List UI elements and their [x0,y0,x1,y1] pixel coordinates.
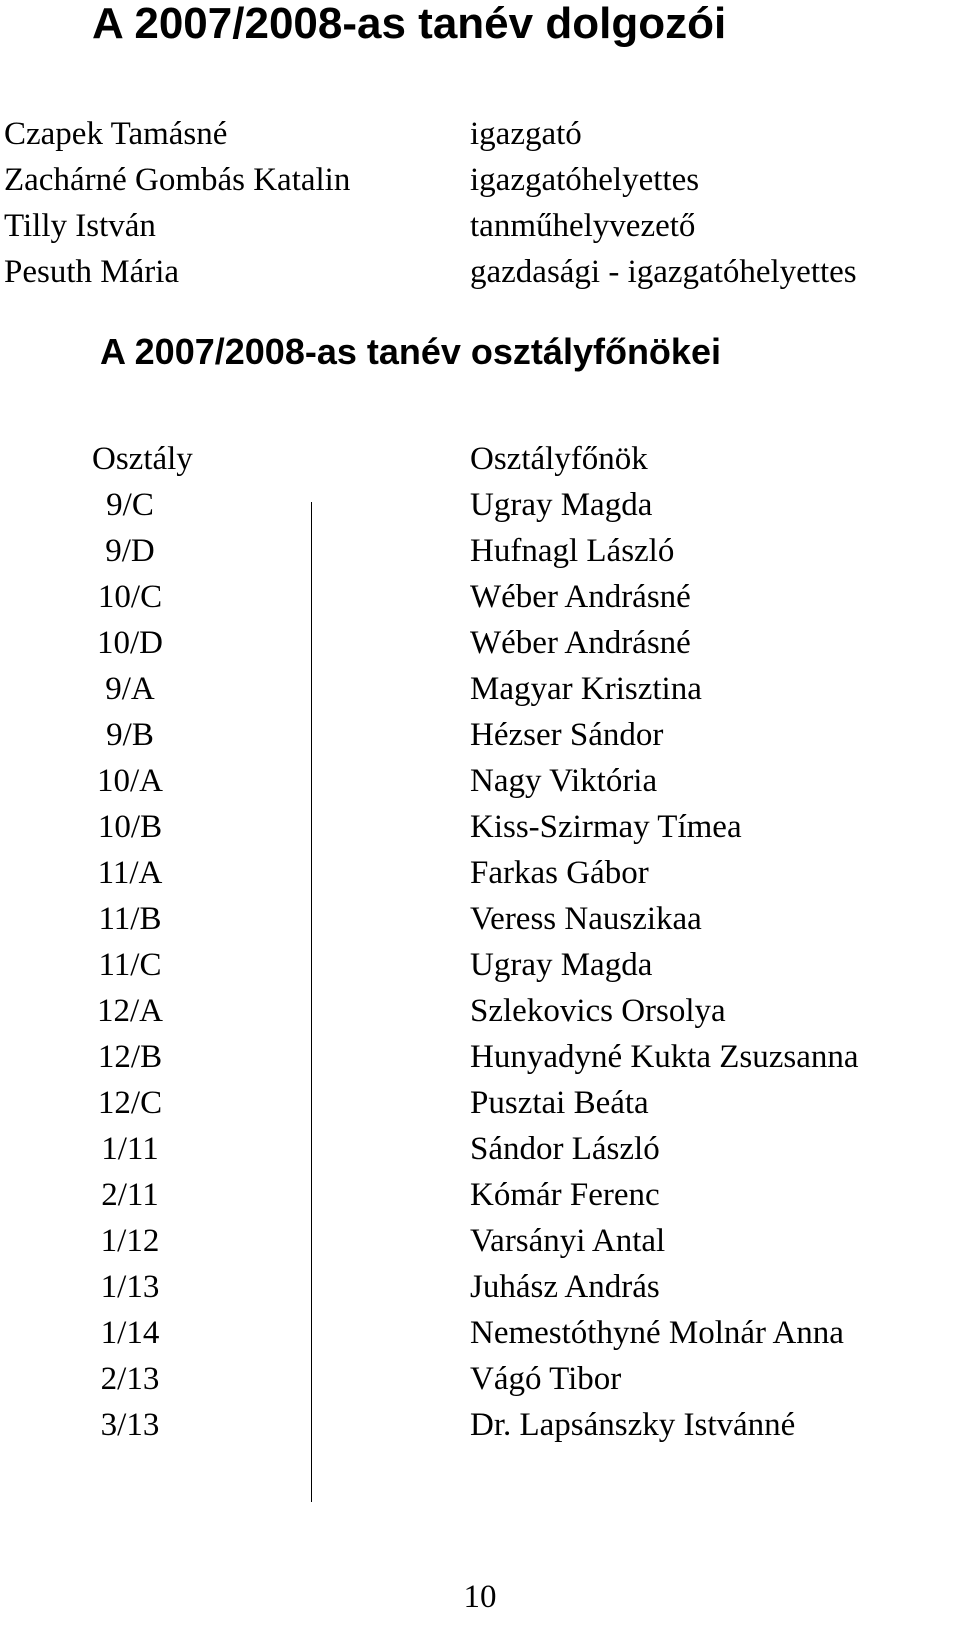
table-row [0,942,960,988]
table-row [0,620,960,666]
table-row [0,1172,960,1218]
teacher-cell: Vágó Tibor [470,1361,622,1397]
table-row [0,1034,960,1080]
table-header [0,436,960,482]
class-cell: 1/11 [101,1131,159,1167]
class-cell: 10/D [97,625,163,661]
staff-name: Czapek Tamásné [4,116,228,152]
teacher-cell: Sándor László [470,1131,660,1167]
class-cell: 11/B [98,901,162,937]
staff-role: tanműhelyvezető [470,208,696,244]
table-row [0,850,960,896]
teacher-cell: Pusztai Beáta [470,1085,649,1121]
class-cell: 12/B [97,1039,163,1075]
teacher-cell: Nagy Viktória [470,763,658,799]
staff-role: gazdasági - igazgatóhelyettes [470,254,857,290]
teacher-cell: Veress Nauszikaa [470,901,702,937]
table-row [0,666,960,712]
teacher-cell: Varsányi Antal [470,1223,666,1259]
teacher-cell: Hufnagl László [470,533,675,569]
teacher-cell: Wéber Andrásné [470,579,691,615]
teacher-cell: Kómár Ferenc [470,1177,660,1213]
table-row [0,988,960,1034]
page-number: 10 [463,1579,497,1615]
table-row [0,528,960,574]
section-title: A 2007/2008-as tanév osztályfőnökei [100,331,721,372]
table-row [0,758,960,804]
staff-name: Zachárné Gombás Katalin [4,162,351,198]
class-cell: 1/12 [100,1223,160,1259]
table-row [0,1126,960,1172]
class-cell: 2/11 [101,1177,159,1213]
class-cell: 11/C [98,947,162,983]
class-teacher-table [0,436,960,1448]
teacher-cell: Hunyadyné Kukta Zsuzsanna [470,1039,859,1075]
teacher-cell: Nemestóthyné Molnár Anna [470,1315,844,1351]
teacher-cell: Ugray Magda [470,487,653,523]
teacher-cell: Kiss-Szirmay Tímea [470,809,742,845]
table-row [0,1264,960,1310]
class-cell: 9/A [105,671,155,707]
header-class: Osztály [92,441,193,477]
class-cell: 9/D [105,533,155,569]
table-row [0,1310,960,1356]
staff-role: igazgató [470,116,582,152]
staff-name: Tilly István [4,208,156,244]
page-title: A 2007/2008-as tanév dolgozói [92,0,727,48]
table-body [0,482,960,1448]
class-cell: 1/13 [100,1269,160,1305]
staff-role: igazgatóhelyettes [470,162,700,198]
class-cell: 3/13 [100,1407,160,1443]
class-cell: 12/A [97,993,163,1029]
table-row [0,1356,960,1402]
teacher-cell: Wéber Andrásné [470,625,691,661]
staff-name: Pesuth Mária [4,254,180,290]
teacher-cell: Hézser Sándor [470,717,664,753]
class-cell: 2/13 [100,1361,160,1397]
table-row [0,1402,960,1448]
class-cell: 9/B [106,717,154,753]
class-cell: 10/A [97,763,163,799]
teacher-cell: Magyar Krisztina [470,671,702,707]
class-cell: 12/C [97,1085,163,1121]
column-divider [311,502,312,1502]
teacher-cell: Farkas Gábor [470,855,649,891]
teacher-cell: Szlekovics Orsolya [470,993,726,1029]
table-row [0,1080,960,1126]
table-row [0,574,960,620]
header-teacher: Osztályfőnök [470,441,648,477]
teacher-cell: Ugray Magda [470,947,653,983]
table-row [0,712,960,758]
teacher-cell: Juhász András [470,1269,660,1305]
teacher-cell: Dr. Lapsánszky Istvánné [470,1407,796,1443]
class-cell: 10/B [97,809,163,845]
class-cell: 11/A [97,855,163,891]
table-row [0,482,960,528]
class-cell: 1/14 [100,1315,160,1351]
table-row [0,804,960,850]
class-cell: 10/C [97,579,163,615]
table-row [0,1218,960,1264]
table-row [0,896,960,942]
class-cell: 9/C [106,487,154,523]
